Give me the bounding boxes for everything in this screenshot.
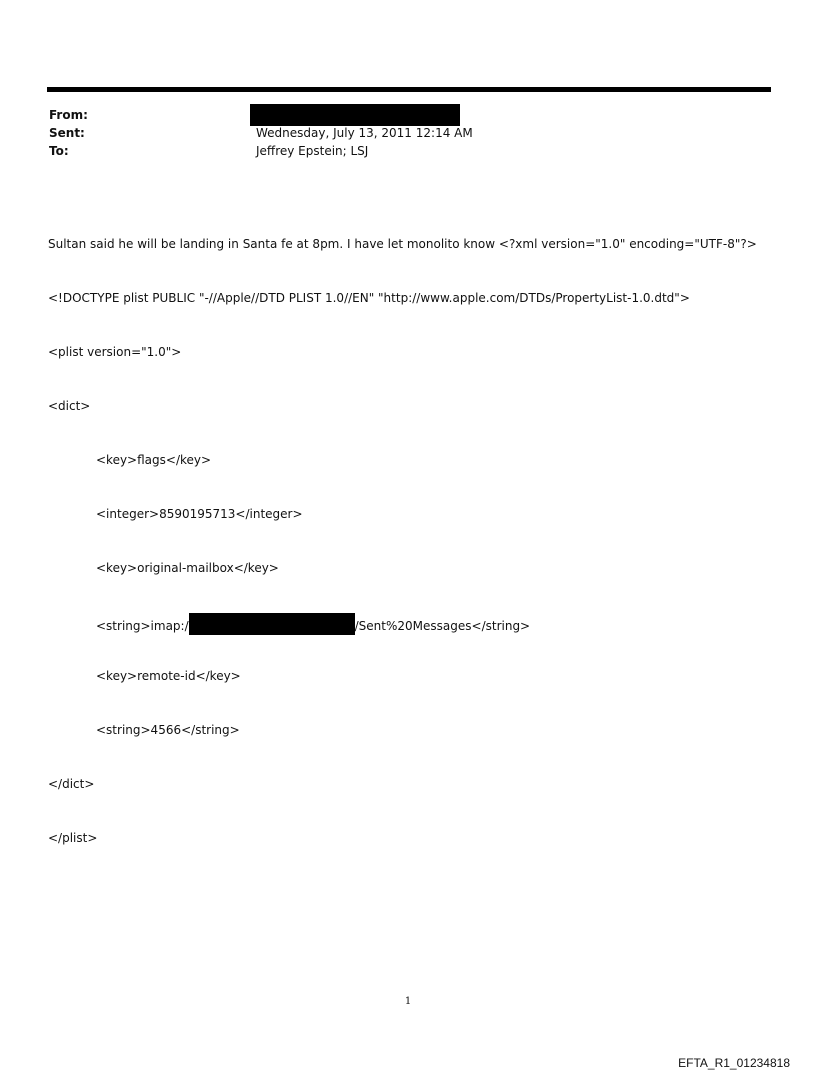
body-line: <integer>8590195713</integer>	[96, 507, 303, 521]
body-line-redacted	[48, 613, 757, 631]
to-value: Jeffrey Epstein; LSJ	[256, 144, 369, 158]
message-body	[48, 199, 757, 865]
imap-redaction	[189, 613, 355, 635]
body-line: <dict>	[48, 399, 91, 413]
from-label: From:	[49, 108, 88, 122]
body-line: <plist version="1.0">	[48, 345, 182, 359]
body-line: <string>4566</string>	[96, 723, 240, 737]
body-line: <!DOCTYPE plist PUBLIC "-//Apple//DTD PLIST 1.0//EN" "http://www.apple.com/DTDs/PropertyList-1.0.dtd">	[48, 291, 690, 305]
body-line: <key>remote-id</key>	[96, 669, 241, 683]
document-id: EFTA_R1_01234818	[678, 1056, 790, 1070]
header-rule	[47, 87, 771, 92]
body-line: <key>original-mailbox</key>	[96, 561, 279, 575]
to-label: To:	[49, 144, 69, 158]
sent-label: Sent:	[49, 126, 85, 140]
from-redaction	[250, 104, 460, 126]
body-line: </plist>	[48, 831, 98, 845]
body-line: Sultan said he will be landing in Santa fe at 8pm. I have let monolito know <?xml version="1.0" encoding="UTF-8"?>	[48, 237, 757, 251]
body-line: </dict>	[48, 777, 95, 791]
sent-value: Wednesday, July 13, 2011 12:14 AM	[256, 126, 473, 140]
page-number: 1	[404, 996, 412, 1007]
imap-prefix: <string>imap:/	[96, 619, 189, 633]
imap-suffix: /Sent%20Messages</string>	[354, 619, 531, 633]
body-line: <key>flags</key>	[96, 453, 212, 467]
